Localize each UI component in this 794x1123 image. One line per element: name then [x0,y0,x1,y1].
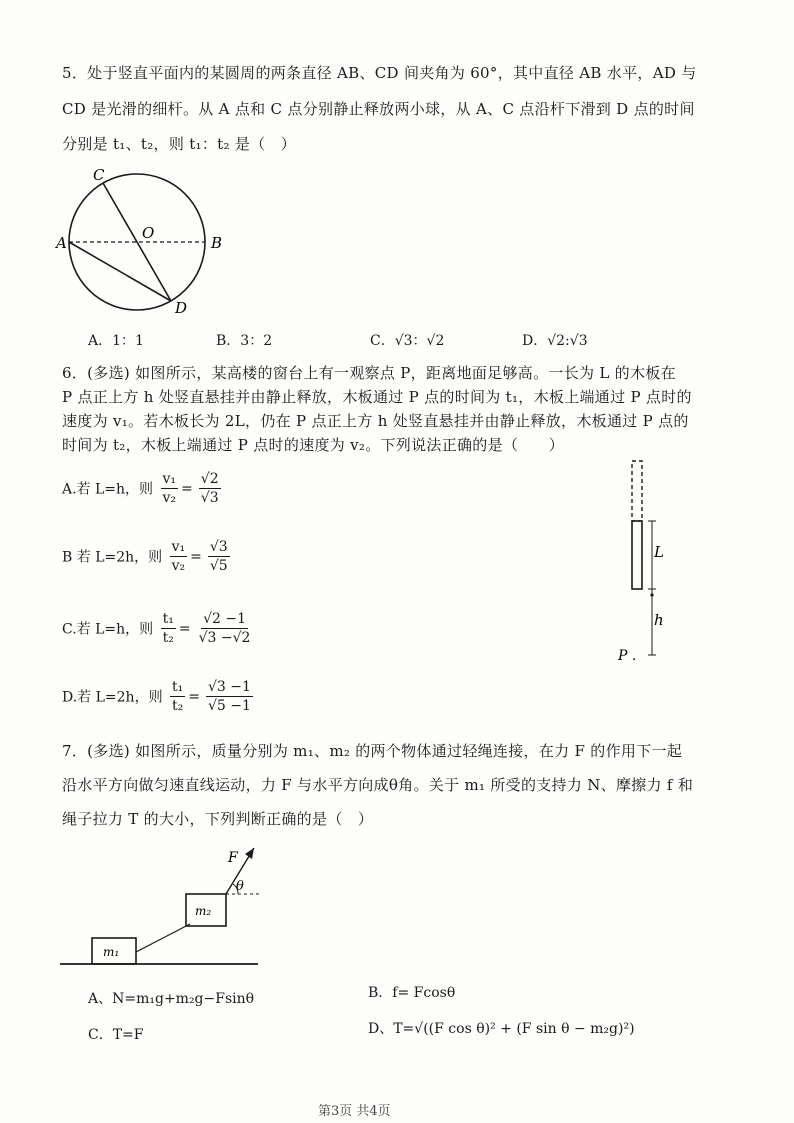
rope [136,924,190,952]
label-p: P . [618,648,637,664]
label-d: D [175,299,188,317]
label-m1: m₁ [103,945,120,959]
q7-option-d: D、T=√((F cos θ)² + (F sin θ − m₂g)²) [368,1021,635,1037]
q6-stem-line2: P 点正上方 h 处竖直悬挂并由静止释放，木板通过 P 点的时间为 t₁，木板上端通过 P 点时的 [62,388,692,406]
q5-stem-line3: 分别是 t₁、t₂，则 t₁：t₂ 是（ ） [62,135,297,153]
q7-option-a: A、N=m₁g+m₂g−Fsinθ [88,991,255,1007]
q7-option-b: B．f= Fcosθ [368,985,456,1001]
label-theta: θ [236,879,244,894]
label-m2: m₂ [195,904,212,918]
page-footer: 第3页 共4页 [318,1104,391,1119]
q5-circle-diagram [55,160,235,320]
label-o: O [142,224,155,242]
q6-option-a: A.若 L=h，则 $\frac{\text{v₁}}{\text{v₂}}$ = $\frac{√2}{√3}$ [62,471,219,506]
board-l [632,521,642,589]
board-2l-dashed [632,461,642,521]
label-l: L [654,543,664,561]
q5-option-b: B．3：2 [216,333,273,349]
q5-stem-line1: 5．处于竖直平面内的某圆周的两条直径 AB、CD 间夹角为 60°，其中直径 AB 水平，AD 与 [62,64,697,82]
q5-stem-line2: CD 是光滑的细杆。从 A 点和 C 点分别静止释放两小球，从 A、C 点沿杆下滑到 D 点的时间 [62,100,695,118]
label-b: B [211,234,223,252]
q7-stem-line3: 绳子拉力 T 的大小，下列判断正确的是（ ） [62,810,374,828]
label-a: A [56,234,67,252]
q5-option-c: C．√3：√2 [370,333,445,349]
q6-board-diagram [612,455,692,665]
q7-stem-line1: 7．(多选) 如图所示，质量分别为 m₁、m₂ 的两个物体通过轻绳连接，在力 F 的作用下一起 [62,742,683,760]
rod-ad [69,242,171,301]
label-h: h [654,611,664,629]
label-f: F [228,850,238,866]
q6-option-d: D.若 L=2h，则 $\frac{\text{t₁}}{\text{t₂}}$ = $\frac{√3 -1}{√5 -1}$ [62,679,251,714]
q7-stem-line2: 沿水平方向做匀速直线运动，力 F 与水平方向成θ角。关于 m₁ 所受的支持力 N、摩擦力 f 和 [62,776,694,794]
q6-stem-line3: 速度为 v₁。若木板长为 2L，仍在 P 点正上方 h 处竖直悬挂并由静止释放，木板通过 P 点的 [62,412,689,430]
q6-option-b: B 若 L=2h，则 $\frac{\text{v₁}}{\text{v₂}}$ = $\frac{√3}{√5}$ [62,539,228,574]
label-c: C [93,166,105,184]
q7-option-c: C．T=F [88,1027,144,1043]
q6-option-c: C.若 L=h，则 $\frac{\text{t₁}}{\text{t₂}}$ = $\frac{√2 -1}{√3 -√2}$ [62,611,251,646]
q6-stem-line4: 时间为 t₂，木板上端通过 P 点时的速度为 v₂。下列说法正确的是（ ） [62,436,565,454]
q5-option-a: A．1：1 [88,333,144,349]
q7-blocks-diagram [58,840,278,970]
q5-option-d: D．√2:√3 [522,333,588,349]
q6-stem-line1: 6．(多选) 如图所示，某高楼的窗台上有一观察点 P，距离地面足够高。一长为 L 的木板在 [62,364,676,382]
